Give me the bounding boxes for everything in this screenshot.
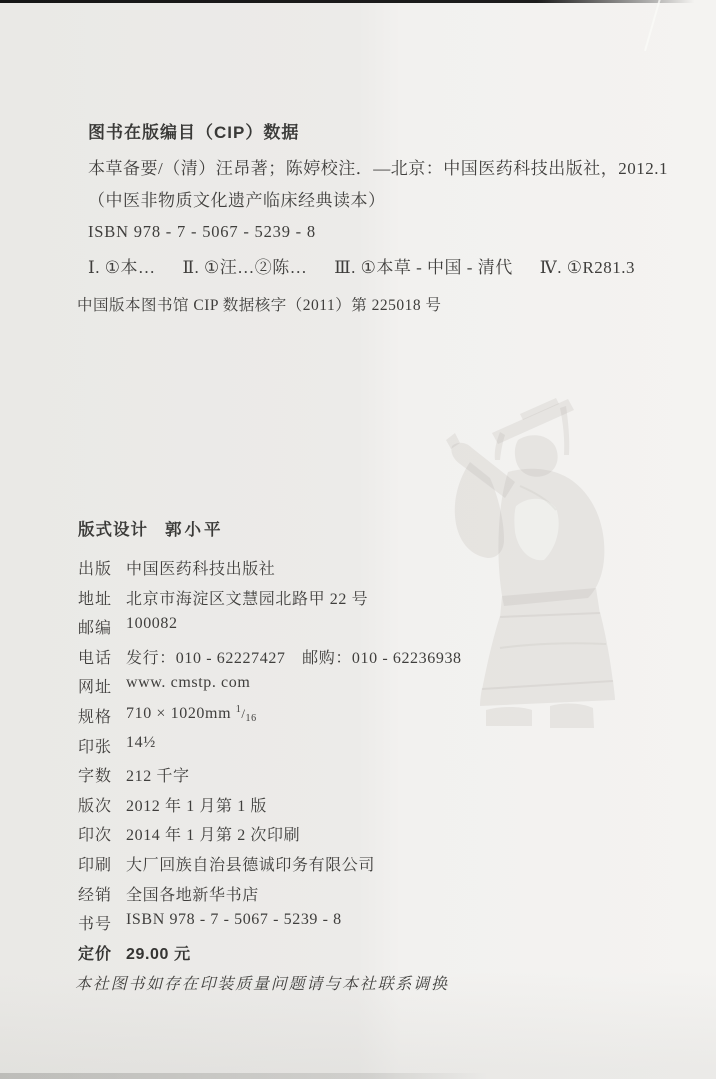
cip-block	[77, 121, 668, 318]
colophon-row-address	[78, 586, 462, 616]
colophon-value: ISBN 978 - 7 - 5067 - 5239 - 8	[126, 911, 342, 929]
colophon-row-book-number	[78, 911, 462, 941]
colophon-label: 邮编	[78, 620, 113, 638]
colophon-value: 212 千字	[126, 768, 190, 786]
colophon-row-edition	[78, 793, 462, 823]
scan-edge-top	[0, 0, 716, 3]
cip-isbn-line: ISBN 978 - 7 - 5067 - 5239 - 8	[88, 222, 316, 241]
colophon-value: 2012 年 1 月第 1 版	[126, 797, 267, 815]
colophon-value: 大厂回族自治县德诚印务有限公司	[126, 856, 376, 874]
colophon-row-postcode	[78, 615, 462, 645]
colophon-row-sheets	[78, 734, 462, 764]
format-fraction	[235, 703, 257, 724]
colophon-row-distributor	[78, 882, 462, 912]
design-credit-value: 郭小平	[165, 521, 224, 539]
colophon-label: 出版	[78, 561, 113, 578]
fraction-slash: /	[241, 705, 246, 721]
colophon-label: 地址	[78, 590, 113, 608]
colophon-label: 定价	[78, 945, 113, 963]
colophon-label: 印张	[78, 738, 113, 756]
cip-title-line: 本草备要/（清）汪昂著；陈婷校注．—北京：中国医药科技出版社，2012.1	[88, 159, 668, 178]
colophon-row-printer	[78, 852, 462, 882]
colophon-row-word-count	[78, 763, 462, 793]
colophon-value	[126, 704, 257, 724]
colophon-value: 全国各地新华书店	[126, 886, 259, 904]
design-credit-label: 版式设计	[78, 521, 148, 539]
colophon-value: 2014 年 1 月第 2 次印刷	[126, 827, 301, 845]
colophon-value: 29.00 元	[126, 945, 191, 963]
colophon-row-website	[78, 674, 462, 704]
colophon-row-price	[78, 941, 462, 971]
cip-record-line: 中国版本图书馆 CIP 数据核字（2011）第 225018 号	[77, 296, 442, 314]
fraction-numerator: 1	[235, 703, 242, 715]
colophon-value: 中国医药科技出版社	[126, 561, 276, 578]
scan-edge-bottom	[0, 1073, 716, 1079]
cip-class-seg3: Ⅲ. ①本草 - 中国 - 清代	[334, 257, 513, 277]
paper-crease	[644, 0, 662, 51]
colophon-row-publisher	[78, 556, 462, 586]
colophon-label: 版次	[78, 797, 113, 815]
design-credit-row	[78, 516, 224, 540]
colophon-label: 字数	[78, 768, 113, 786]
colophon-label: 规格	[78, 708, 113, 726]
cip-classification-line	[88, 255, 668, 281]
colophon-label: 书号	[78, 916, 113, 934]
colophon-label: 网址	[78, 679, 113, 697]
cip-series-line: （中医非物质文化遗产临床经典读本）	[88, 190, 386, 210]
colophon-label: 经销	[78, 886, 113, 904]
colophon-block	[78, 556, 462, 970]
cip-class-seg4: Ⅳ. ①R281.3	[539, 257, 636, 277]
cip-class-seg2: Ⅱ. ①汪…②陈…	[182, 257, 308, 277]
colophon-value: 北京市海淀区文慧园北路甲 22 号	[126, 590, 369, 608]
colophon-label: 电话	[78, 649, 113, 667]
fraction-denominator: 16	[245, 712, 257, 724]
cip-header: 图书在版编目（CIP）数据	[88, 123, 300, 142]
colophon-value: www. cmstp. com	[126, 674, 251, 692]
colophon-row-phone	[78, 645, 462, 675]
colophon-value: 100082	[126, 615, 178, 633]
colophon-label: 印刷	[78, 856, 113, 874]
format-size: 710 × 1020mm	[126, 704, 236, 722]
cip-class-seg1: Ⅰ. ①本…	[88, 257, 156, 277]
colophon-label: 印次	[78, 827, 113, 845]
quality-note: 本社图书如存在印装质量问题请与本社联系调换	[75, 976, 449, 993]
colophon-row-format	[78, 704, 462, 734]
colophon-value: 发行：010 - 62227427 邮购：010 - 62236938	[126, 649, 462, 667]
colophon-row-printing	[78, 822, 462, 852]
colophon-value: 14½	[126, 733, 156, 751]
